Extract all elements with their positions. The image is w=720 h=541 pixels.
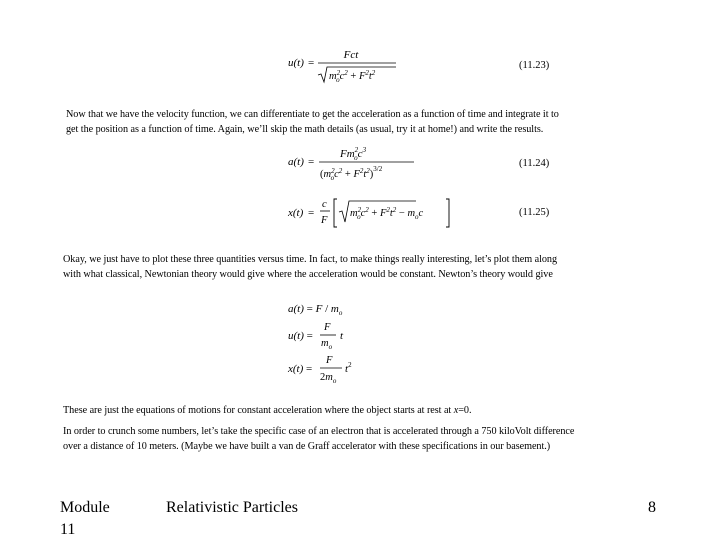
eq-u-denominator: $m^2$ $oc^2 + F^2t^2$ [329,69,376,84]
eq-x-fraction-num: c [322,199,327,210]
eq-a-lhs: a(t) [288,156,304,168]
paragraph-text: =0. [458,405,472,416]
paragraph-line: Okay, we just have to plot these three quantities versus time. In fact, to make things really interesting, let’s plot them along [63,254,557,265]
equation-position-relativistic [286,195,456,231]
equation-number-11-23: (11.23) [519,60,550,71]
eq-newton-x-num: F [326,355,333,366]
paragraph-line: over a distance of 10 meters. (Maybe we have built a van de Graff accelerator with these specifications in our basement.) [63,441,551,452]
paragraph-electron-example [63,424,713,454]
eq-x-lhs: x(t) [288,207,304,219]
eq-newton-x-den: $2m_o$ [320,372,337,385]
eq-a-equals: = [308,156,315,168]
eq-newton-x-tail: $t^2$ [345,361,352,375]
eq-x-equals: = [308,207,315,219]
paragraph-constant-acceleration [63,403,708,418]
footer-module-label: Module [60,499,110,516]
equation-acceleration-relativistic [286,143,421,185]
paragraph-text: These are just the equations of motions for constant acceleration where the object starts at rest at [63,405,454,416]
eq-x-body: $m^2$ $oc^2 + F^2t^2 - m_oc$ [350,206,424,221]
equation-position-svg [286,195,456,231]
paragraph-line: with what classical, Newtonian theory would give where the acceleration would be constant. Newton’s theory would give [63,269,553,280]
equations-newtonian [286,298,376,388]
eq-newton-u-den: $m_o$ [321,338,333,351]
eq-newton-x-lhs: x(t) = [288,363,313,375]
paragraph-velocity-intro [66,107,706,137]
footer-module [60,497,110,541]
paragraph-line: Now that we have the velocity function, we can differentiate to get the acceleration as a function of time and integrate it to [66,109,559,120]
eq-u-numerator: Fct [343,49,359,61]
equation-number-11-24: (11.24) [519,158,550,169]
footer-title: Relativistic Particles [166,499,298,516]
equation-velocity-relativistic [286,45,406,85]
equation-number-11-25: (11.25) [519,207,550,218]
variable-x: x [453,405,459,416]
eq-newton-u-num: F [324,322,331,333]
eq-newton-a: $a(t) = F / m_o$ [288,303,343,317]
equation-acceleration-svg [286,143,421,185]
eq-u-lhs: u(t) [288,57,304,69]
paragraph-line: get the position as a function of time. Again, we’ll skip the math details (as usual, try it at home!) and write the results. [66,124,544,135]
paragraph-plot-intro [63,252,708,282]
footer-module-number: 11 [60,521,76,538]
eq-x-fraction-den: F [321,215,328,226]
equation-velocity-svg [286,45,406,85]
eq-u-equals: = [308,57,315,69]
eq-a-denominator: ($m^2$ $oc^2 + F^2t^2)^{3/2}$ [320,165,383,182]
eq-x-bracket-right [446,199,449,227]
equations-newtonian-svg [286,298,376,388]
eq-x-bracket-left [334,199,337,227]
eq-newton-u-tail: t [340,330,344,342]
eq-a-numerator: Fm$^2$ $oc^3$ [340,146,367,162]
eq-newton-u-lhs: u(t) = [288,330,313,342]
page-number: 8 [648,499,656,516]
paragraph-line: In order to crunch some numbers, let’s take the specific case of an electron that is accelerated through a 750 kiloVolt difference [63,426,575,437]
